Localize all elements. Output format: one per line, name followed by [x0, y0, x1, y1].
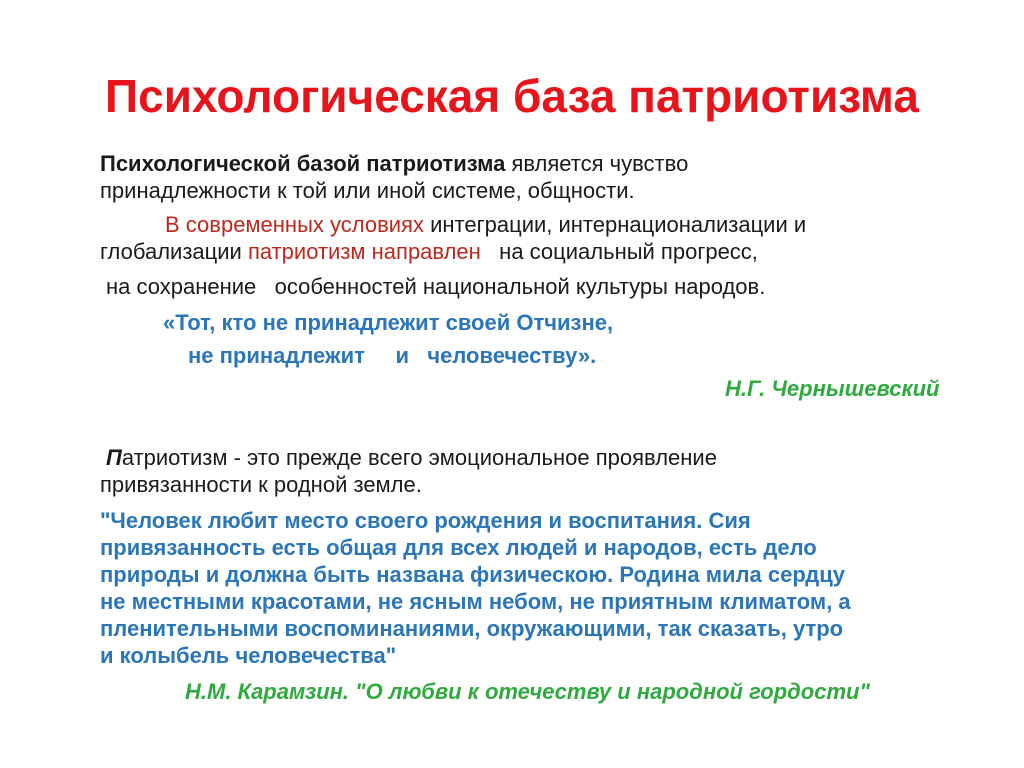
p1-line1 — [100, 150, 688, 178]
p1-rest: является чувство — [505, 151, 689, 176]
quote1-line2: не принадлежит и человечеству». — [188, 343, 597, 368]
p1-line2: принадлежности к той или иной системе, общности. — [100, 178, 635, 203]
p2-red2: патриотизм направлен — [247, 239, 481, 264]
quote2-line: "Человек любит место своего рождения и воспитания. Сия — [100, 508, 751, 533]
p2-line2 — [100, 238, 758, 266]
p2-red1: В современных условиях — [165, 212, 424, 237]
p2-line2a: глобализации — [100, 239, 248, 264]
p1-bold: Психологической базой патриотизма — [100, 151, 506, 176]
p2-line3: на сохранение особенностей национальной культуры народов. — [106, 274, 766, 299]
p2-rest1: интеграции, интернационализации и — [423, 212, 807, 237]
p3-line1 — [106, 444, 717, 472]
p2-line1 — [165, 211, 806, 239]
quote2-line: природы и должна быть названа физическою. Родина мила сердцу — [100, 562, 845, 587]
p3-first-letter: П — [106, 445, 122, 470]
quote2-line: пленительными воспоминаниями, окружающими, так сказать, утро — [100, 616, 844, 641]
p3-line2: привязанности к родной земле. — [100, 472, 422, 497]
page-title: Психологическая база патриотизма — [105, 70, 919, 122]
quote2-line: привязанность есть общая для всех людей и народов, есть дело — [100, 535, 817, 560]
p2-line2b: на социальный прогресс, — [480, 239, 758, 264]
p3-rest1: атриотизм - это прежде всего эмоциональное проявление — [121, 445, 717, 470]
quote2-line: не местными красотами, не ясным небом, не приятным климатом, а — [100, 589, 851, 614]
quote2-author: Н.М. Карамзин. "О любви к отечеству и народной гордости" — [185, 679, 870, 704]
quote1-author: Н.Г. Чернышевский — [725, 376, 940, 401]
quote1-line1: «Тот, кто не принадлежит своей Отчизне, — [163, 310, 614, 335]
quote2-line: и колыбель человечества" — [100, 643, 397, 668]
